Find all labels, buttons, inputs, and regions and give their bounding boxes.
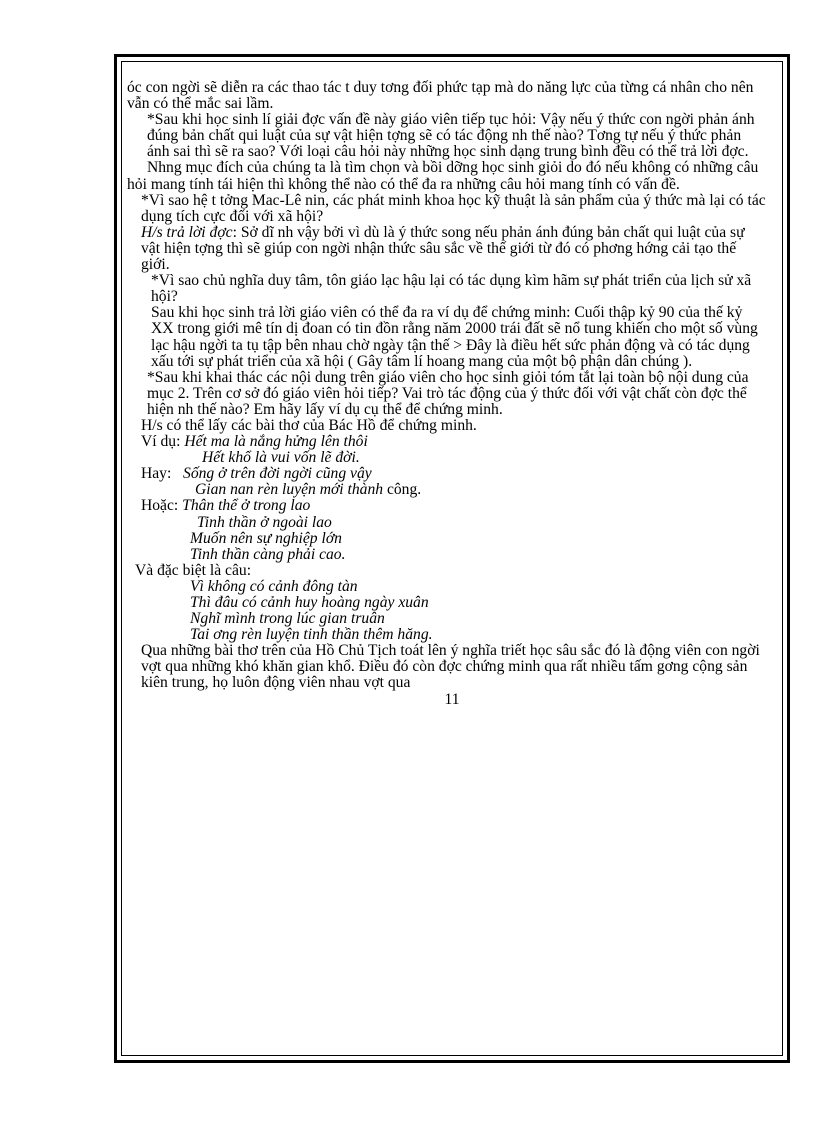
paragraph-1: óc con ngời sẽ diễn ra các thao tác t duy tơng đối phức tạp mà do năng lực của từng cá nhân cho nên vẫn có thể mắc sai lầm. — [127, 79, 754, 113]
page-number: 11 — [444, 690, 460, 708]
poem-1-line-1 — [127, 434, 767, 450]
poem-2-line-1 — [127, 466, 767, 482]
poem-2-text-1: Sống ở trên đời ngời cũng vậy — [183, 465, 372, 483]
document-body — [127, 80, 767, 708]
poem-2-text-2-end: công. — [386, 481, 422, 499]
poem-2-label: Hay: — [141, 465, 172, 483]
paragraph-5: *Vì sao chủ nghĩa duy tâm, tôn giáo lạc hậu lại có tác dụng kìm hãm sự phát triển của lịch sử xã hội? — [151, 272, 752, 306]
poem-4-line-3: Nghĩ mình trong lúc gian truân — [190, 610, 385, 628]
paragraph-2: *Sau khi học sinh lí giải đợc vấn đề này giáo viên tiếp tục hỏi: Vậy nếu ý thức con ngời phản ánh đúng bản chất qui luật của sự vật hiện tợng sẽ có tác động nh thế nào? Tơng tự nếu ý thức phản ánh sai thì sẽ ra sao? Với loại câu hỏi này những học sinh dạng trung bình đều có thể trả lời đợc. Nhng mục đích của chúng ta là tìm chọn và bồi dỡng học sinh giỏi do đó nếu không có những câu — [147, 111, 759, 177]
paragraph-7: *Sau khi khai thác các nội dung trên giáo viên cho học sinh giỏi tóm tắt lại toàn bộ nội dung của mục 2. Trên cơ sở đó giáo viên hỏi tiếp? Vai trò tác động của ý thức đối với vật chất còn đợc thể hiện nh thế nào? Em hãy lấy ví dụ cụ thể để chứng minh. — [147, 368, 749, 418]
poem-2-line-2 — [127, 482, 767, 498]
poem-4-line-1: Vì không có cảnh đông tàn — [190, 577, 358, 595]
poem-4-label: Và đặc biệt là câu: — [135, 561, 252, 579]
poem-3-text-1: Thân thể ở trong lao — [182, 497, 311, 515]
paragraph-6: Sau khi học sinh trả lời giáo viên có thể đa ra ví dụ để chứng minh: Cuối thập kỷ 90 của thế kỷ XX trong giới mê tín dị đoan có tin đồn rằng năm 2000 trái đất sẽ nổ tung khiến cho một số vùng lạc hậu ngời ta tụ tập bên nhau chờ ngày tận thế > Đây là điều hết sức phản động và có tác dụng xấu tới sự phát triển của xã hội ( Gây tâm lí hoang mang của một bộ phận dân chúng ). — [151, 304, 758, 370]
poem-3-line-2: Tinh thần ở ngoài lao — [197, 513, 332, 531]
answer-paragraph — [127, 225, 767, 273]
poem-3-line-4: Tinh thần càng phải cao. — [190, 545, 346, 563]
poem-1-label: Ví dụ: — [141, 433, 181, 451]
poem-3-label: Hoặc: — [141, 497, 179, 515]
answer-label: H/s trả lời đợc — [141, 223, 233, 241]
poem-4-line-4: Tai ơng rèn luyện tinh thần thêm hăng. — [190, 626, 433, 644]
closing-paragraph: Qua những bài thơ trên của Hồ Chủ Tịch toát lên ý nghĩa triết học sâu sắc đó là động viên con ngời vợt qua những khó khăn gian khổ. Điều đó còn đợc chứng minh qua rất nhiều tấm gơng cộng sản kiên trung, họ luôn động viên nhau vợt qua — [141, 642, 760, 692]
paragraph-3: hỏi mang tính tái hiện thì không thể nào có thể đa ra những câu hỏi mang tính có vấn đề. — [127, 175, 680, 193]
poem-1-text-1: Hết ma là nắng hửng lên thôi — [184, 433, 368, 451]
poem-3-line-1 — [127, 498, 767, 514]
answer-text: : Sở dĩ nh vậy bởi vì dù là ý thức song nếu phản ánh đúng bản chất qui luật của sự vật hiện tợng thì sẽ giúp con ngời nhận thức sâu sắc về thế giới từ đó có phơng hớng cải tạo thế giới. — [141, 223, 745, 274]
poem-2-text-2: Gian nan rèn luyện mới thành — [195, 481, 384, 499]
poem-4-line-2: Thì đâu có cảnh huy hoàng ngày xuân — [190, 594, 429, 611]
poem-3-line-3: Muốn nên sự nghiệp lớn — [190, 529, 342, 547]
paragraph-8: H/s có thể lấy các bài thơ của Bác Hồ để chứng minh. — [141, 416, 477, 434]
poem-1-line-2: Hết khổ là vui vốn lẽ đời. — [202, 449, 360, 467]
paragraph-4: *Vì sao hệ t tởng Mac-Lê nin, các phát minh khoa học kỹ thuật là sản phẩm của ý thức mà lại có tác dụng tích cực đối với xã hội? — [141, 191, 766, 225]
